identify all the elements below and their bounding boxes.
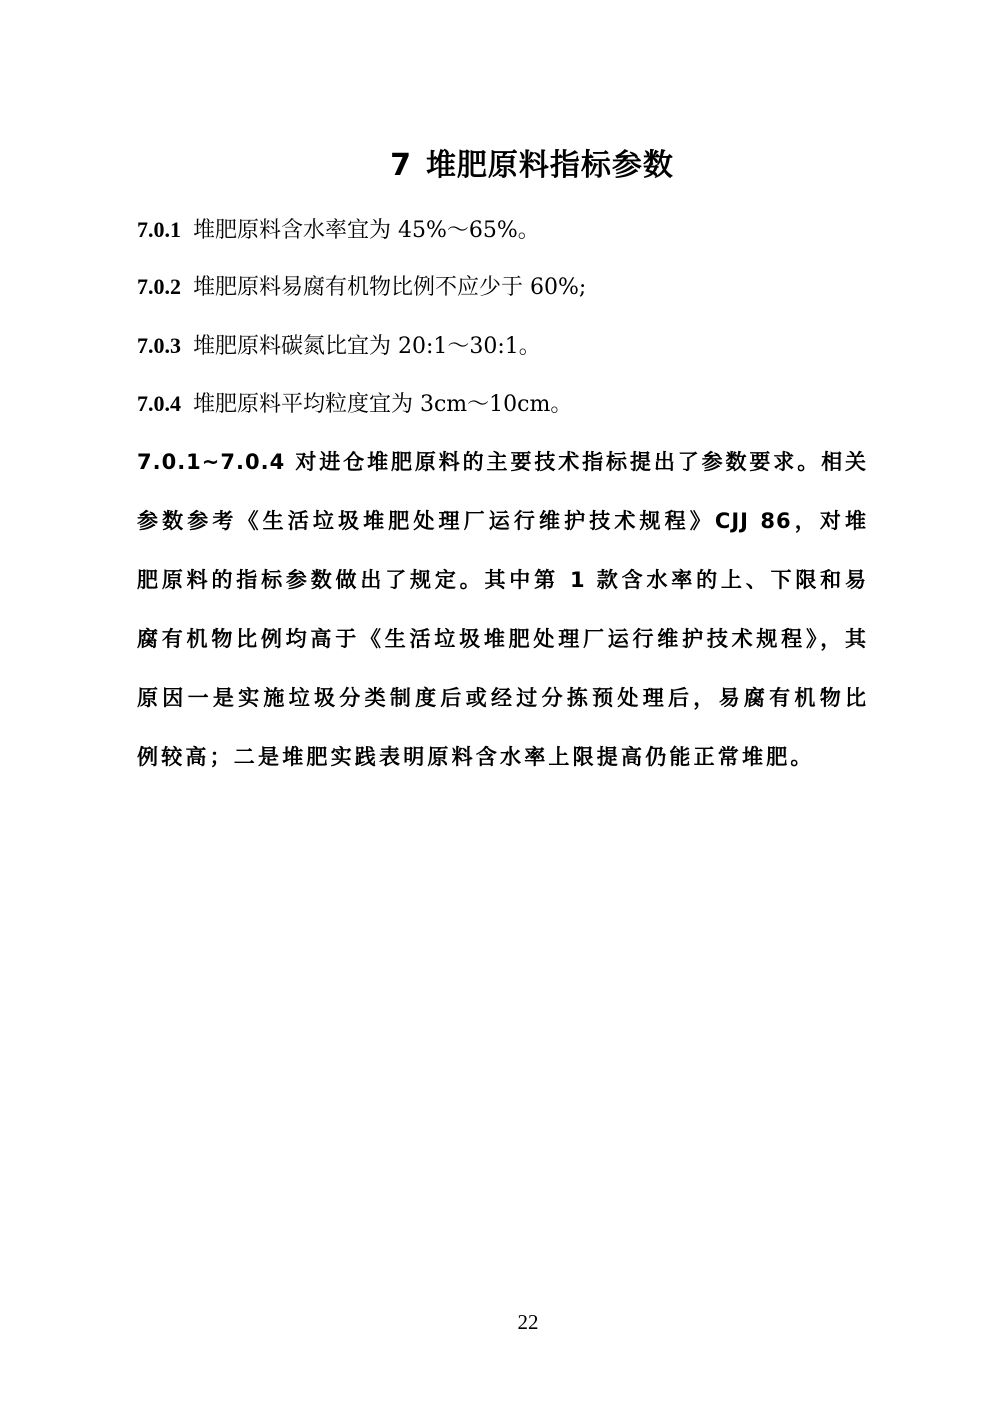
clause-number: 7.0.3 bbox=[137, 333, 181, 358]
clause-7-0-4 bbox=[137, 389, 897, 420]
clause-text: 堆肥原料易腐有机物比例不应少于 60%; bbox=[193, 275, 587, 300]
explanation-line: 原因一是实施垃圾分类制度后或经过分拣预处理后，易腐有机物比 bbox=[137, 686, 867, 710]
explanation-line: 肥原料的指标参数做出了规定。其中第 1 款含水率的上、下限和易 bbox=[137, 568, 867, 592]
clause-number: 7.0.1 bbox=[137, 217, 181, 242]
clause-number: 7.0.4 bbox=[137, 391, 181, 416]
explanation-line: 参数参考《生活垃圾堆肥处理厂运行维护技术规程》CJJ 86，对堆 bbox=[137, 509, 867, 533]
clause-7-0-1 bbox=[137, 215, 897, 246]
page-number: 22 bbox=[517, 1310, 539, 1334]
clause-7-0-3 bbox=[137, 331, 897, 362]
explanation-line: 腐有机物比例均高于《生活垃圾堆肥处理厂运行维护技术规程》，其 bbox=[137, 627, 867, 651]
explanation-line: 例较高；二是堆肥实践表明原料含水率上限提高仍能正常堆肥。 bbox=[137, 745, 815, 769]
chapter-number: 7 bbox=[390, 148, 412, 183]
clause-text: 堆肥原料碳氮比宜为 20:1～30:1。 bbox=[193, 334, 541, 359]
explanation-line: 7.0.1~7.0.4 对进仓堆肥原料的主要技术指标提出了参数要求。相关 bbox=[137, 450, 867, 474]
clause-text: 堆肥原料含水率宜为 45%～65%。 bbox=[193, 218, 540, 243]
clause-number: 7.0.2 bbox=[137, 274, 181, 299]
clause-text: 堆肥原料平均粒度宜为 3cm～10cm。 bbox=[193, 392, 573, 417]
clause-explanation bbox=[137, 447, 867, 801]
chapter-title bbox=[0, 140, 1000, 184]
chapter-title-text: 堆肥原料指标参数 bbox=[425, 148, 674, 183]
clause-7-0-2 bbox=[137, 272, 897, 303]
